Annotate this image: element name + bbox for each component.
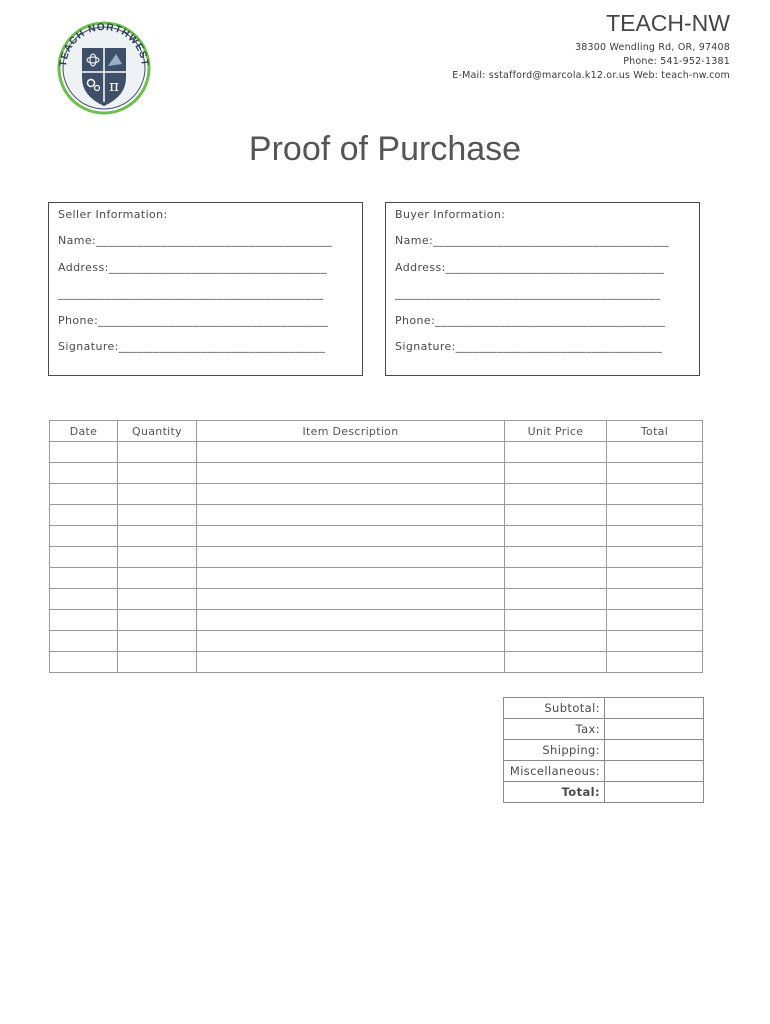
total-cell[interactable] bbox=[607, 505, 703, 526]
date-cell[interactable] bbox=[50, 652, 118, 673]
date-cell[interactable] bbox=[50, 442, 118, 463]
buyer-heading: Buyer Information: bbox=[395, 208, 506, 221]
seller-address-field[interactable]: Address:_____________________________________ bbox=[58, 260, 328, 274]
table-row bbox=[50, 547, 703, 568]
buyer-info-box bbox=[385, 202, 700, 376]
item-description-cell[interactable] bbox=[197, 526, 505, 547]
item-description-cell[interactable] bbox=[197, 589, 505, 610]
miscellaneous-value-cell[interactable] bbox=[605, 761, 704, 782]
tax-row bbox=[504, 719, 704, 740]
table-row bbox=[50, 652, 703, 673]
date-cell[interactable] bbox=[50, 484, 118, 505]
tax-value-cell[interactable] bbox=[605, 719, 704, 740]
item-description-cell[interactable] bbox=[197, 631, 505, 652]
quantity-cell[interactable] bbox=[118, 463, 197, 484]
quantity-cell[interactable] bbox=[118, 505, 197, 526]
table-row bbox=[50, 442, 703, 463]
quantity-cell[interactable] bbox=[118, 610, 197, 631]
unit-price-cell[interactable] bbox=[505, 526, 607, 547]
miscellaneous-row bbox=[504, 761, 704, 782]
total-cell[interactable] bbox=[607, 442, 703, 463]
unit-price-cell[interactable] bbox=[505, 463, 607, 484]
unit-price-cell[interactable] bbox=[505, 589, 607, 610]
date-cell[interactable] bbox=[50, 463, 118, 484]
seller-signature-field[interactable]: Signature:___________________________________ bbox=[58, 340, 326, 353]
seller-heading: Seller Information: bbox=[58, 208, 168, 221]
table-row bbox=[50, 463, 703, 484]
total-row bbox=[504, 782, 704, 803]
table-row bbox=[50, 568, 703, 589]
unit-price-column-header: Unit Price bbox=[505, 421, 607, 442]
seller-info-box bbox=[48, 202, 363, 376]
subtotal-label: Subtotal: bbox=[504, 698, 605, 719]
total-cell[interactable] bbox=[607, 589, 703, 610]
total-cell[interactable] bbox=[607, 526, 703, 547]
quantity-cell[interactable] bbox=[118, 442, 197, 463]
table-row bbox=[50, 589, 703, 610]
subtotal-value-cell[interactable] bbox=[605, 698, 704, 719]
total-cell[interactable] bbox=[607, 631, 703, 652]
date-column-header: Date bbox=[50, 421, 118, 442]
buyer-signature-field[interactable]: Signature:___________________________________ bbox=[395, 340, 663, 353]
shipping-row bbox=[504, 740, 704, 761]
total-cell[interactable] bbox=[607, 568, 703, 589]
seller-phone-field[interactable]: Phone:_______________________________________ bbox=[58, 313, 329, 327]
quantity-cell[interactable] bbox=[118, 568, 197, 589]
table-row bbox=[50, 484, 703, 505]
buyer-address-field[interactable]: Address:_____________________________________ bbox=[395, 260, 665, 274]
date-cell[interactable] bbox=[50, 589, 118, 610]
tax-label: Tax: bbox=[504, 719, 605, 740]
quantity-cell[interactable] bbox=[118, 652, 197, 673]
document-title: Proof of Purchase bbox=[248, 130, 522, 168]
unit-price-cell[interactable] bbox=[505, 568, 607, 589]
date-cell[interactable] bbox=[50, 610, 118, 631]
item-description-column-header: Item Description bbox=[197, 421, 505, 442]
unit-price-cell[interactable] bbox=[505, 484, 607, 505]
date-cell[interactable] bbox=[50, 547, 118, 568]
total-column-header: Total bbox=[607, 421, 703, 442]
buyer-phone-field[interactable]: Phone:_______________________________________ bbox=[395, 313, 666, 327]
unit-price-cell[interactable] bbox=[505, 610, 607, 631]
total-label: Total: bbox=[504, 782, 605, 803]
item-description-cell[interactable] bbox=[197, 610, 505, 631]
item-description-cell[interactable] bbox=[197, 442, 505, 463]
items-body bbox=[50, 442, 703, 673]
item-description-cell[interactable] bbox=[197, 463, 505, 484]
seller-address-line2-field[interactable]: _____________________________________________ bbox=[58, 287, 324, 300]
org-email-web: E-Mail: sstafford@marcola.k12.or.us Web: teach-nw.com bbox=[452, 70, 730, 81]
date-cell[interactable] bbox=[50, 631, 118, 652]
date-cell[interactable] bbox=[50, 505, 118, 526]
total-cell[interactable] bbox=[607, 463, 703, 484]
date-cell[interactable] bbox=[50, 526, 118, 547]
item-description-cell[interactable] bbox=[197, 547, 505, 568]
items-table bbox=[49, 420, 703, 673]
org-phone: Phone: 541-952-1381 bbox=[623, 56, 730, 67]
item-description-cell[interactable] bbox=[197, 505, 505, 526]
total-cell[interactable] bbox=[607, 652, 703, 673]
total-cell[interactable] bbox=[607, 547, 703, 568]
table-row bbox=[50, 526, 703, 547]
unit-price-cell[interactable] bbox=[505, 505, 607, 526]
buyer-address-line2-field[interactable]: _____________________________________________ bbox=[395, 287, 661, 300]
total-cell[interactable] bbox=[607, 610, 703, 631]
shipping-value-cell[interactable] bbox=[605, 740, 704, 761]
total-cell[interactable] bbox=[607, 484, 703, 505]
miscellaneous-label: Miscellaneous: bbox=[504, 761, 605, 782]
table-row bbox=[50, 631, 703, 652]
item-description-cell[interactable] bbox=[197, 568, 505, 589]
items-header-row bbox=[50, 421, 703, 442]
org-address: 38300 Wendling Rd, OR, 97408 bbox=[575, 42, 730, 53]
shipping-label: Shipping: bbox=[504, 740, 605, 761]
buyer-name-field[interactable]: Name:________________________________________ bbox=[395, 234, 670, 247]
svg-text:TEACH NORTHWEST: TEACH NORTHWEST bbox=[57, 21, 151, 68]
quantity-cell[interactable] bbox=[118, 589, 197, 610]
org-name: TEACH-NW bbox=[606, 10, 730, 36]
unit-price-cell[interactable] bbox=[505, 652, 607, 673]
table-row bbox=[50, 505, 703, 526]
unit-price-cell[interactable] bbox=[505, 631, 607, 652]
item-description-cell[interactable] bbox=[197, 484, 505, 505]
totals-table bbox=[503, 697, 704, 803]
date-cell[interactable] bbox=[50, 568, 118, 589]
quantity-cell[interactable] bbox=[118, 631, 197, 652]
unit-price-cell[interactable] bbox=[505, 442, 607, 463]
subtotal-row bbox=[504, 698, 704, 719]
svg-text:π: π bbox=[109, 77, 119, 95]
quantity-cell[interactable] bbox=[118, 484, 197, 505]
quantity-column-header: Quantity bbox=[118, 421, 197, 442]
logo-emblem-icon bbox=[52, 12, 156, 116]
item-description-cell[interactable] bbox=[197, 652, 505, 673]
total-value-cell[interactable] bbox=[605, 782, 704, 803]
quantity-cell[interactable] bbox=[118, 547, 197, 568]
table-row bbox=[50, 610, 703, 631]
quantity-cell[interactable] bbox=[118, 526, 197, 547]
unit-price-cell[interactable] bbox=[505, 547, 607, 568]
seller-name-field[interactable]: Name:________________________________________ bbox=[58, 234, 333, 247]
teach-northwest-logo bbox=[52, 12, 156, 116]
